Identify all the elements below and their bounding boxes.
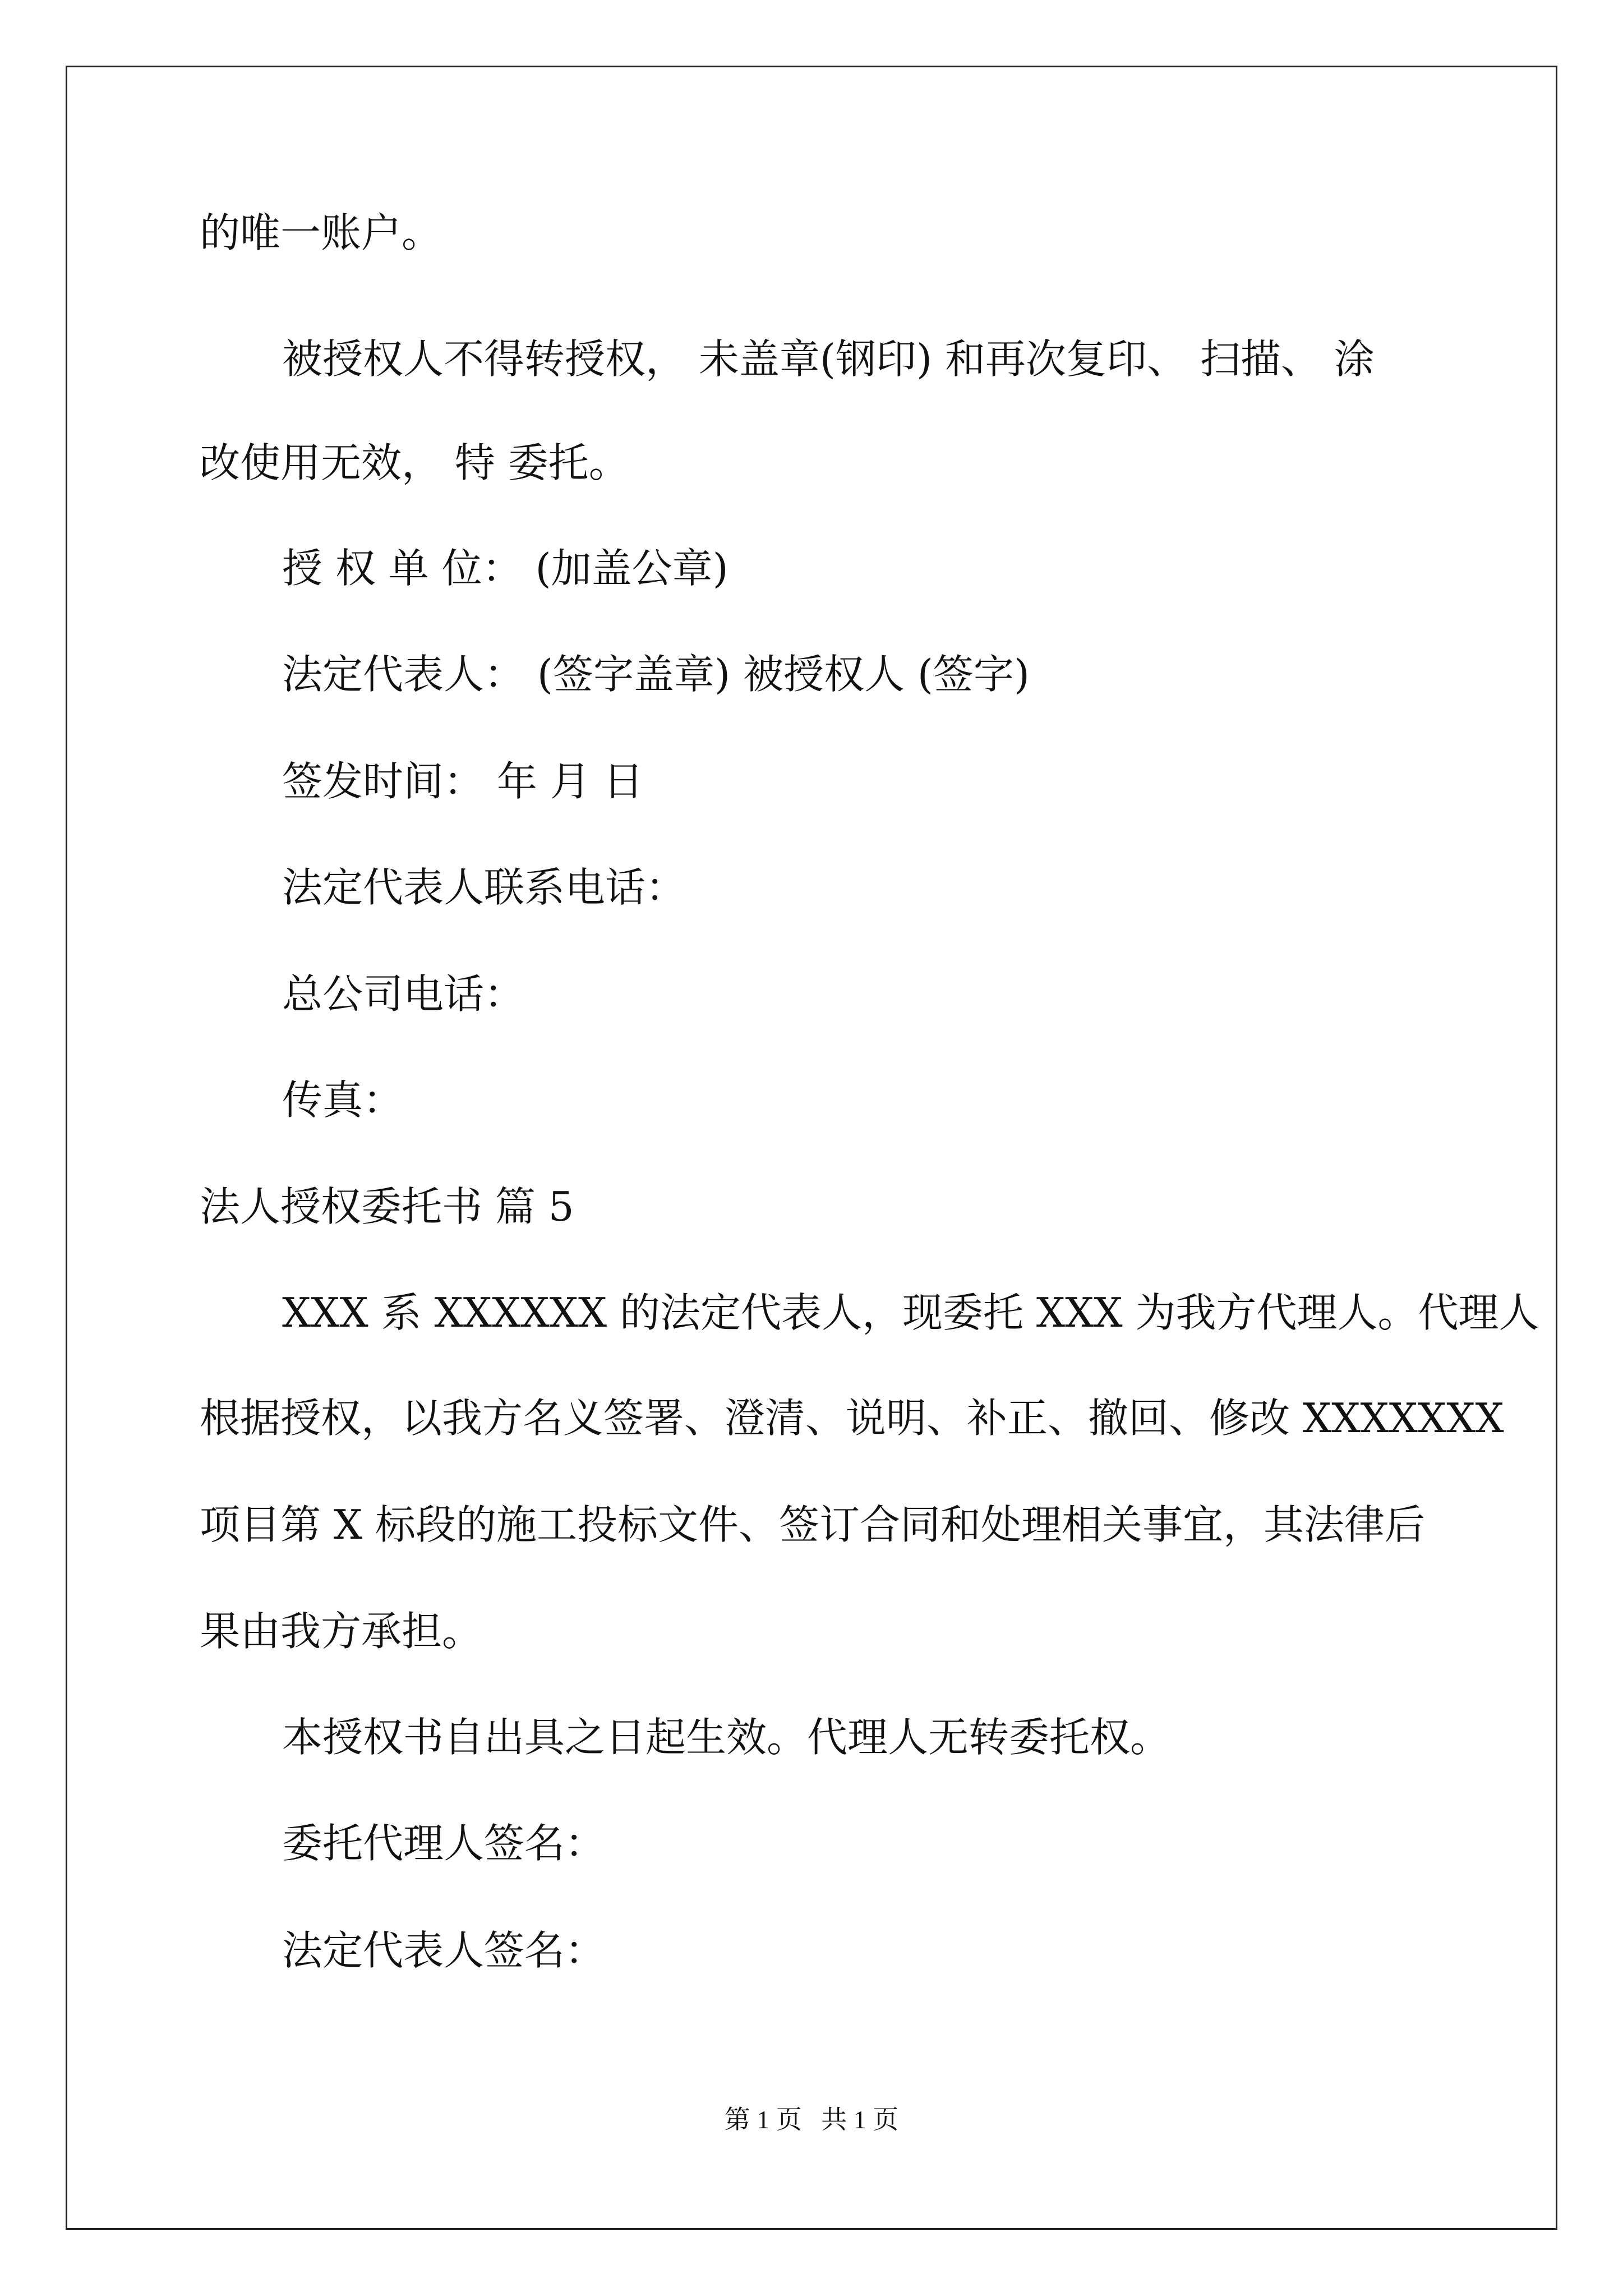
section-heading: 法人授权委托书 篇 5	[200, 1183, 574, 1230]
paragraph-line: 本授权书自出具之日起生效。代理人无转委托权。	[282, 1714, 1171, 1761]
paragraph-line: 项目第 X 标段的施工投标文件、签订合同和处理相关事宜，其法律后	[200, 1501, 1426, 1548]
paragraph-line: XXX 系 XXXXXX 的法定代表人，现委托 XXX 为我方代理人。代理人	[282, 1289, 1539, 1336]
paragraph-line: 法定代表人： (签字盖章) 被授权人 (签字)	[282, 651, 1030, 698]
paragraph-line: 改使用无效， 特 委托。	[200, 439, 629, 486]
paragraph-line: 根据授权，以我方名义签署、澄清、说明、补正、撤回、修改 XXXXXXX	[200, 1395, 1504, 1442]
page-footer: 第 1 页 共 1 页	[724, 2105, 899, 2134]
paragraph-line: 总公司电话：	[282, 970, 525, 1018]
paragraph-line: 委托代理人签名：	[282, 1820, 606, 1867]
paragraph-line: 法定代表人签名：	[282, 1927, 606, 1974]
paragraph-line: 法定代表人联系电话：	[282, 864, 686, 911]
paragraph-line: 签发时间： 年 月 日	[282, 758, 644, 805]
paragraph-line: 授 权 单 位： (加盖公章)	[282, 545, 728, 592]
paragraph-line: 的唯一账户。	[200, 209, 442, 256]
page-border	[66, 66, 1557, 2230]
paragraph-line: 传真：	[282, 1076, 404, 1124]
paragraph-line: 果由我方承担。	[200, 1608, 483, 1655]
paragraph-line: 被授权人不得转授权， 未盖章(钢印) 和再次复印、 扫描、 涂	[282, 335, 1375, 383]
